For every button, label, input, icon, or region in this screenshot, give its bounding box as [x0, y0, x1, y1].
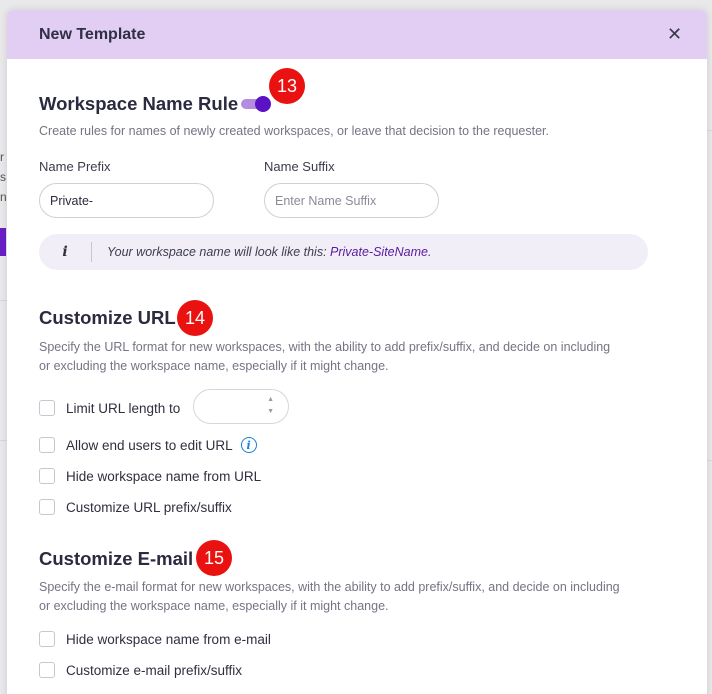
limit-url-length-label: Limit URL length to [66, 400, 181, 416]
customize-email-description-line2: or excluding the workspace name, especially if it might change. [39, 599, 389, 613]
modal-header [7, 10, 707, 59]
step-badge-14: 14 [177, 300, 213, 336]
stepper-up-icon[interactable]: ▲ [267, 396, 274, 403]
hide-name-url-option[interactable] [39, 468, 261, 484]
background-page-fragment: s [0, 170, 6, 184]
hide-name-email-label: Hide workspace name from e-mail [66, 631, 271, 647]
new-template-modal [7, 10, 707, 694]
url-length-stepper[interactable] [193, 389, 289, 424]
customize-email-title: Customize E-mail [39, 548, 194, 569]
step-badge-15: 15 [196, 540, 232, 576]
customize-url-description-line2: or excluding the workspace name, especially if it might change. [39, 359, 389, 373]
modal-title: New Template [39, 25, 146, 43]
allow-edit-url-option[interactable] [39, 437, 257, 453]
customize-url-description [39, 338, 679, 376]
info-icon: i [62, 244, 68, 260]
info-text [107, 245, 431, 259]
customize-url-prefix-checkbox[interactable] [39, 499, 55, 515]
allow-edit-url-label: Allow end users to edit URL [66, 437, 233, 453]
background-page-fragment: r [0, 150, 4, 164]
toggle-knob [255, 96, 271, 112]
info-separator [91, 242, 92, 262]
customize-url-title: Customize URL [39, 307, 176, 328]
customize-email-prefix-label: Customize e-mail prefix/suffix [66, 662, 243, 678]
customize-email-prefix-checkbox[interactable] [39, 662, 55, 678]
hide-name-url-checkbox[interactable] [39, 468, 55, 484]
hide-name-email-option[interactable] [39, 631, 271, 647]
allow-edit-url-checkbox[interactable] [39, 437, 55, 453]
info-text-lead: Your workspace name will look like this: [107, 245, 331, 259]
customize-url-prefix-option[interactable] [39, 499, 232, 515]
customize-email-description-line1: Specify the e-mail format for new workspaces, with the ability to add prefix/suffix, and decide on including [39, 580, 620, 594]
customize-email-description [39, 578, 679, 616]
workspace-name-rule-description: Create rules for names of newly created workspaces, or leave that decision to the requester. [39, 124, 549, 138]
workspace-name-rule-title: Workspace Name Rule [39, 93, 239, 114]
name-suffix-input[interactable] [264, 183, 439, 218]
background-button [0, 228, 6, 256]
hide-name-url-label: Hide workspace name from URL [66, 468, 262, 484]
step-badge-13: 13 [269, 68, 305, 104]
customize-url-prefix-label: Customize URL prefix/suffix [66, 499, 232, 515]
customize-email-prefix-option[interactable] [39, 662, 242, 678]
limit-url-length-checkbox[interactable] [39, 400, 55, 416]
hide-name-email-checkbox[interactable] [39, 631, 55, 647]
customize-url-description-line1: Specify the URL format for new workspaces, with the ability to add prefix/suffix, and decide on including [39, 340, 611, 354]
background-page-fragment: n [0, 190, 7, 204]
name-prefix-input[interactable] [39, 183, 214, 218]
limit-url-length-option[interactable] [39, 400, 180, 416]
info-example-name: Private-SiteName. [330, 245, 432, 259]
close-icon[interactable]: ✕ [667, 24, 683, 44]
name-suffix-label: Name Suffix [264, 159, 335, 174]
workspace-name-preview [39, 234, 648, 270]
help-info-icon[interactable]: i [241, 437, 257, 453]
stepper-down-icon[interactable]: ▼ [267, 408, 274, 415]
name-prefix-label: Name Prefix [39, 159, 111, 174]
workspace-name-rule-toggle[interactable] [241, 97, 271, 111]
